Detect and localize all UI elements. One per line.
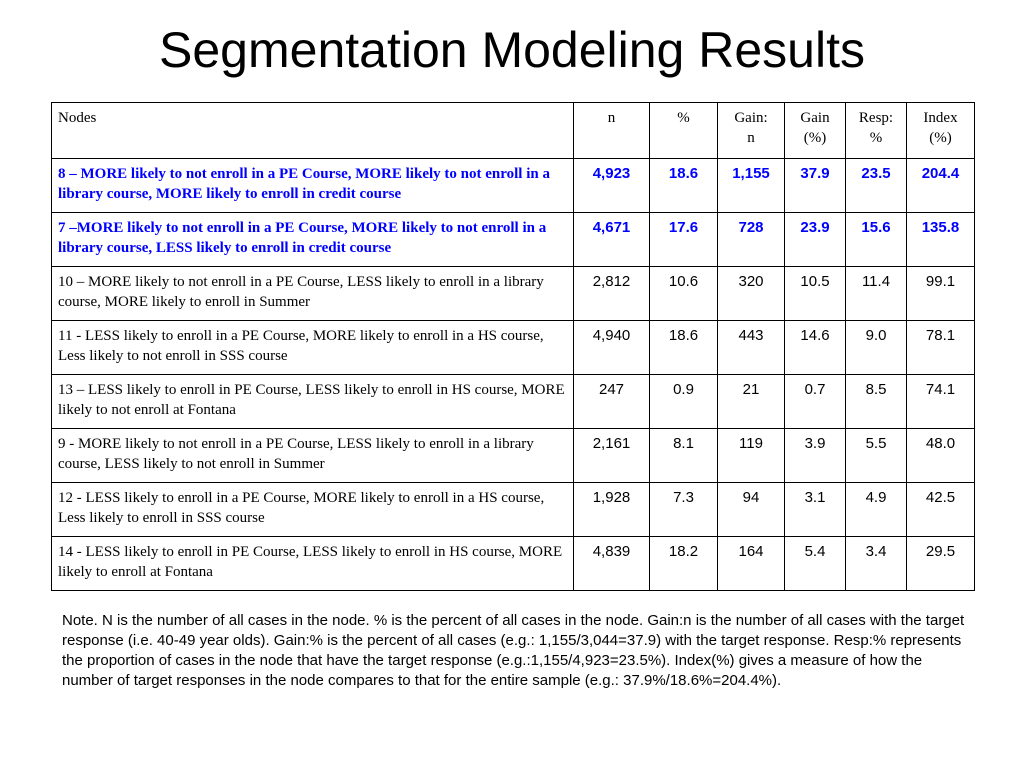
- page-title: Segmentation Modeling Results: [159, 22, 865, 78]
- node-cell: 8 – MORE likely to not enroll in a PE Course, MORE likely to not enroll in a library course, MORE likely to enroll in credit course: [52, 159, 574, 213]
- table-row: [52, 267, 975, 321]
- node-cell: 14 - LESS likely to enroll in PE Course, LESS likely to enroll in HS course, MORE likely to enroll at Fontana: [52, 537, 574, 591]
- table-header-row: [52, 103, 975, 159]
- gain-percent-cell: 37.9: [785, 159, 846, 213]
- index-cell: 99.1: [907, 267, 975, 321]
- gain-percent-cell: 0.7: [785, 375, 846, 429]
- node-cell: 7 –MORE likely to not enroll in a PE Course, MORE likely to not enroll in a library course, LESS likely to enroll in credit course: [52, 213, 574, 267]
- gain-n-cell: 119: [718, 429, 785, 483]
- gain-percent-cell: 5.4: [785, 537, 846, 591]
- gain-n-cell: 94: [718, 483, 785, 537]
- index-cell: 29.5: [907, 537, 975, 591]
- node-cell: 12 - LESS likely to enroll in a PE Course, MORE likely to enroll in a HS course, Less likely to enroll in SSS course: [52, 483, 574, 537]
- n-cell: 4,940: [574, 321, 650, 375]
- gain-percent-cell: 3.9: [785, 429, 846, 483]
- resp-percent-cell: 3.4: [846, 537, 907, 591]
- index-cell: 48.0: [907, 429, 975, 483]
- results-table: [51, 102, 975, 591]
- gain-n-cell: 320: [718, 267, 785, 321]
- table-row: [52, 483, 975, 537]
- table-note: Note. N is the number of all cases in the node. % is the percent of all cases in the node. Gain:n is the number of all cases with the target response (i.e. 40-49 year olds). Gain:% is the percent of all cases (e.g.: 1,155/3,044=37.9) with the target response. Resp:% represents the proportion of cases in the node that have the target response (e.g.:1,155/4,923=23.5%). Index(%) gives a measure of how the number of target responses in the node compares to that for the entire sample (e.g.: 37.9%/18.6%=204.4%).: [62, 612, 965, 689]
- percent-cell: 7.3: [650, 483, 718, 537]
- table-body: [52, 159, 975, 591]
- index-cell: 204.4: [907, 159, 975, 213]
- node-cell: 10 – MORE likely to not enroll in a PE Course, LESS likely to enroll in a library course, MORE likely to enroll in Summer: [52, 267, 574, 321]
- index-cell: 135.8: [907, 213, 975, 267]
- header-nodes: Nodes: [52, 103, 574, 159]
- resp-percent-cell: 23.5: [846, 159, 907, 213]
- gain-n-cell: 164: [718, 537, 785, 591]
- gain-n-cell: 1,155: [718, 159, 785, 213]
- gain-percent-cell: 14.6: [785, 321, 846, 375]
- n-cell: 247: [574, 375, 650, 429]
- gain-percent-cell: 10.5: [785, 267, 846, 321]
- resp-percent-cell: 15.6: [846, 213, 907, 267]
- gain-n-cell: 728: [718, 213, 785, 267]
- resp-percent-cell: 4.9: [846, 483, 907, 537]
- table-row: [52, 429, 975, 483]
- index-cell: 78.1: [907, 321, 975, 375]
- percent-cell: 10.6: [650, 267, 718, 321]
- node-cell: 9 - MORE likely to not enroll in a PE Course, LESS likely to enroll in a library course, LESS likely to not enroll in Summer: [52, 429, 574, 483]
- table-row: [52, 375, 975, 429]
- n-cell: 4,671: [574, 213, 650, 267]
- percent-cell: 0.9: [650, 375, 718, 429]
- index-cell: 74.1: [907, 375, 975, 429]
- resp-percent-cell: 5.5: [846, 429, 907, 483]
- resp-percent-cell: 8.5: [846, 375, 907, 429]
- resp-percent-cell: 9.0: [846, 321, 907, 375]
- table-row: [52, 159, 975, 213]
- index-cell: 42.5: [907, 483, 975, 537]
- gain-percent-cell: 23.9: [785, 213, 846, 267]
- node-cell: 13 – LESS likely to enroll in PE Course, LESS likely to enroll in HS course, MORE likely to not enroll at Fontana: [52, 375, 574, 429]
- header-resp-percent: Resp: %: [846, 103, 907, 159]
- n-cell: 4,839: [574, 537, 650, 591]
- percent-cell: 18.6: [650, 321, 718, 375]
- table-row: [52, 537, 975, 591]
- table-row: [52, 213, 975, 267]
- percent-cell: 8.1: [650, 429, 718, 483]
- header-percent: %: [650, 103, 718, 159]
- n-cell: 2,812: [574, 267, 650, 321]
- n-cell: 4,923: [574, 159, 650, 213]
- gain-n-cell: 21: [718, 375, 785, 429]
- header-gain-n: Gain: n: [718, 103, 785, 159]
- node-cell: 11 - LESS likely to enroll in a PE Course, MORE likely to enroll in a HS course, Less likely to not enroll in SSS course: [52, 321, 574, 375]
- header-gain-percent: Gain (%): [785, 103, 846, 159]
- table-row: [52, 321, 975, 375]
- n-cell: 1,928: [574, 483, 650, 537]
- n-cell: 2,161: [574, 429, 650, 483]
- header-n: n: [574, 103, 650, 159]
- header-index: Index (%): [907, 103, 975, 159]
- gain-n-cell: 443: [718, 321, 785, 375]
- resp-percent-cell: 11.4: [846, 267, 907, 321]
- percent-cell: 17.6: [650, 213, 718, 267]
- percent-cell: 18.2: [650, 537, 718, 591]
- gain-percent-cell: 3.1: [785, 483, 846, 537]
- percent-cell: 18.6: [650, 159, 718, 213]
